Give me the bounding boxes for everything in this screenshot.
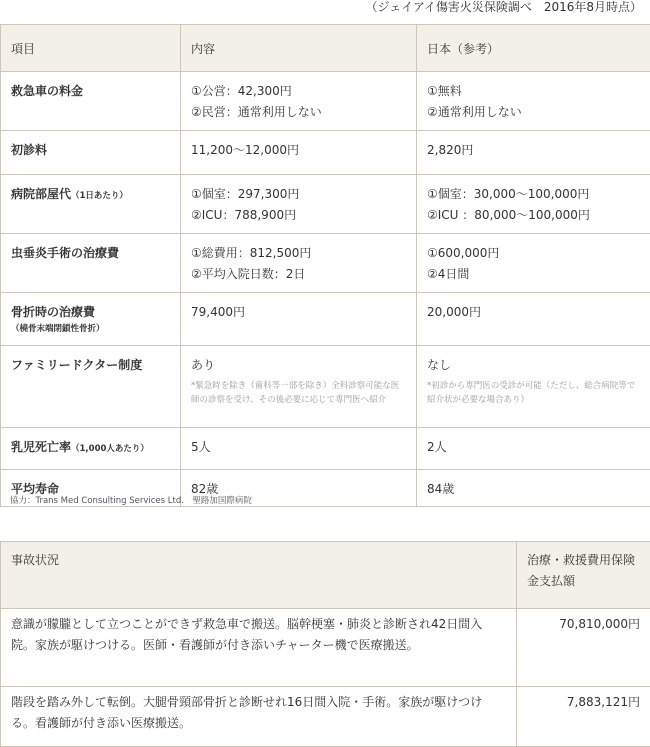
cost-comparison-table xyxy=(0,24,650,507)
japan-line: 2人 xyxy=(427,437,640,458)
row-label-unit: （1,000人あたり） xyxy=(71,444,149,454)
claims-table xyxy=(0,541,650,747)
japan-line: 2,820円 xyxy=(427,140,640,161)
row-label: 初診料 xyxy=(11,143,47,157)
credit-note: 協力：Trans Med Consulting Services Ltd. 聖路加国際病院 xyxy=(10,495,252,507)
row-label-cell xyxy=(1,131,181,175)
table-row xyxy=(1,175,650,234)
row-label-note: （橈骨末端閉鎖性骨折） xyxy=(11,323,170,336)
row-label: 乳児死亡率 xyxy=(11,440,71,454)
header-content: 内容 xyxy=(181,25,417,72)
row-label-cell xyxy=(1,72,181,131)
japan-cell xyxy=(417,72,650,131)
row-label-cell xyxy=(1,346,181,428)
japan-line: ①600,000円 xyxy=(427,243,640,264)
table-row xyxy=(1,609,650,687)
amount-cell: 70,810,000円 xyxy=(517,609,650,687)
row-label-cell xyxy=(1,234,181,293)
japan-cell xyxy=(417,293,650,346)
japan-cell xyxy=(417,470,650,507)
content-line: あり xyxy=(191,355,406,376)
table-row xyxy=(1,131,650,175)
content-line: ①個室：297,300円 xyxy=(191,184,406,205)
content-line: ②平均入院日数：2日 xyxy=(191,264,406,285)
table-row xyxy=(1,293,650,346)
content-line: 82歳 xyxy=(191,479,406,500)
content-cell xyxy=(181,175,417,234)
japan-line: ①無料 xyxy=(427,81,640,102)
japan-line: 20,000円 xyxy=(427,302,640,323)
japan-cell xyxy=(417,234,650,293)
table-header-row xyxy=(1,25,650,72)
situation-cell: 階段を踏み外して転倒。大腿骨頸部骨折と診断せれ16日間入院・手術。家族が駆けつける。看護師が付き添い医療搬送。 xyxy=(1,687,517,747)
table-row xyxy=(1,72,650,131)
row-label-unit: （1日あたり） xyxy=(71,191,128,201)
row-label-cell xyxy=(1,428,181,470)
table-row xyxy=(1,234,650,293)
table-row xyxy=(1,687,650,747)
header-japan: 日本（参考） xyxy=(417,25,650,72)
content-line: ②ICU：788,900円 xyxy=(191,205,406,226)
japan-line: ①個室：30,000〜100,000円 xyxy=(427,184,640,205)
row-label-cell xyxy=(1,293,181,346)
japan-note: *初診から専門医の受診が可能（ただし、総合病院等で紹介状が必要な場合あり） xyxy=(427,379,640,407)
content-cell xyxy=(181,293,417,346)
header-amount: 治療・救援費用保険金支払額 xyxy=(517,542,650,609)
content-line: ①公営：42,300円 xyxy=(191,81,406,102)
row-label: 虫垂炎手術の治療費 xyxy=(11,246,119,260)
japan-line: ②ICU ：80,000〜100,000円 xyxy=(427,205,640,226)
content-line: 11,200〜12,000円 xyxy=(191,140,406,161)
japan-line: ②通常利用しない xyxy=(427,102,640,123)
row-label: ファミリードクター制度 xyxy=(11,358,142,372)
content-line: 5人 xyxy=(191,437,406,458)
situation-cell: 意識が朦朧として立つことができず救急車で搬送。脳幹梗塞・肺炎と診断され42日間入院。家族が駆けつける。医師・看護師が付き添いチャーター機で医療搬送。 xyxy=(1,609,517,687)
japan-cell xyxy=(417,428,650,470)
japan-line: 84歳 xyxy=(427,479,640,500)
content-line: ②民営：通常利用しない xyxy=(191,102,406,123)
table-row xyxy=(1,346,650,428)
japan-line: なし xyxy=(427,355,640,376)
table-header-row xyxy=(1,542,650,609)
japan-cell xyxy=(417,175,650,234)
japan-cell xyxy=(417,346,650,428)
japan-cell xyxy=(417,131,650,175)
content-cell xyxy=(181,428,417,470)
content-line: ①総費用：812,500円 xyxy=(191,243,406,264)
header-situation: 事故状況 xyxy=(1,542,517,609)
content-cell xyxy=(181,131,417,175)
content-cell xyxy=(181,72,417,131)
row-label: 骨折時の治療費 xyxy=(11,305,95,319)
japan-line: ②4日間 xyxy=(427,264,640,285)
header-item: 項目 xyxy=(1,25,181,72)
content-note: *緊急時を除き（歯科等一部を除き）全科診察可能な医師の診察を受け、その後必要に応じて専門医へ紹介 xyxy=(191,379,406,407)
content-cell xyxy=(181,234,417,293)
table-row xyxy=(1,428,650,470)
row-label: 病院部屋代 xyxy=(11,187,71,201)
row-label: 平均寿命 xyxy=(11,482,59,496)
content-line: 79,400円 xyxy=(191,302,406,323)
row-label-cell xyxy=(1,175,181,234)
row-label: 救急車の料金 xyxy=(11,84,83,98)
source-note: （ジェイアイ傷害火災保険調べ 2016年8月時点） xyxy=(366,0,643,14)
content-cell xyxy=(181,346,417,428)
amount-cell: 7,883,121円 xyxy=(517,687,650,747)
